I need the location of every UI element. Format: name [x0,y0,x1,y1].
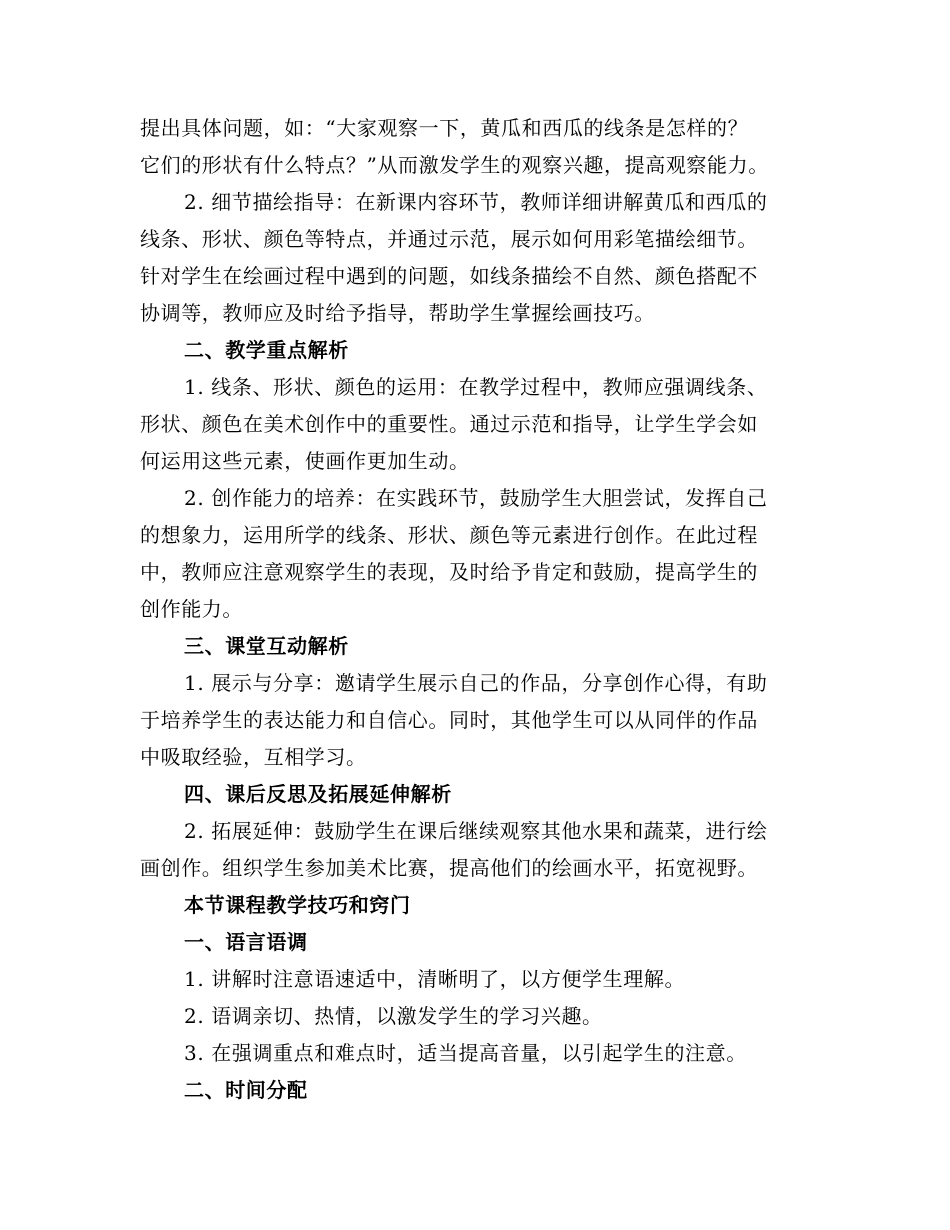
paragraph-line: 的想象力，运用所学的线条、形状、颜色等元素进行创作。在此过程 [140,523,758,547]
paragraph-line: 创作能力。 [140,597,243,621]
section-heading: 二、时间分配 [184,1078,308,1102]
paragraph-line: 协调等，教师应及时给予指导，帮助学生掌握绘画技巧。 [140,301,655,325]
list-item-line: 3. 在强调重点和难点时，适当提高音量，以引起学生的注意。 [184,1041,747,1065]
paragraph-line: 于培养学生的表达能力和自信心。同时，其他学生可以从同伴的作品 [140,708,758,732]
section-heading: 本节课程教学技巧和窍门 [184,893,411,917]
paragraph-line: 针对学生在绘画过程中遇到的问题，如线条描绘不自然、颜色搭配不 [140,264,758,288]
section-heading: 四、课后反思及拓展延伸解析 [184,782,452,806]
list-item-line: 2. 拓展延伸：鼓励学生在课后继续观察其他水果和蔬菜，进行绘 [184,819,768,843]
list-item-line: 1. 线条、形状、颜色的运用：在教学过程中，教师应强调线条、 [184,375,768,399]
paragraph-line: 线条、形状、颜色等特点，并通过示范，展示如何用彩笔描绘细节。 [140,227,758,251]
list-item-line: 2. 细节描绘指导：在新课内容环节，教师详细讲解黄瓜和西瓜的 [184,190,768,214]
paragraph-line: 何运用这些元素，使画作更加生动。 [140,449,470,473]
paragraph-line: 它们的形状有什么特点？”从而激发学生的观察兴趣，提高观察能力。 [140,153,769,177]
paragraph-line: 形状、颜色在美术创作中的重要性。通过示范和指导，让学生学会如 [140,412,758,436]
list-item-line: 2. 创作能力的培养：在实践环节，鼓励学生大胆尝试，发挥自己 [184,486,768,510]
section-heading: 三、课堂互动解析 [184,634,349,658]
paragraph-line: 中吸取经验，互相学习。 [140,745,367,769]
section-heading: 一、语言语调 [184,930,308,954]
list-item-line: 1. 展示与分享：邀请学生展示自己的作品，分享创作心得，有助 [184,671,768,695]
paragraph-line: 提出具体问题，如：“大家观察一下，黄瓜和西瓜的线条是怎样的？ [140,116,749,140]
section-heading: 二、教学重点解析 [184,338,349,362]
list-item-line: 2. 语调亲切、热情，以激发学生的学习兴趣。 [184,1004,603,1028]
list-item-line: 1. 讲解时注意语速适中，清晰明了，以方便学生理解。 [184,967,686,991]
paragraph-line: 中，教师应注意观察学生的表现，及时给予肯定和鼓励，提高学生的 [140,560,758,584]
paragraph-line: 画创作。组织学生参加美术比赛，提高他们的绘画水平，拓宽视野。 [140,856,758,880]
